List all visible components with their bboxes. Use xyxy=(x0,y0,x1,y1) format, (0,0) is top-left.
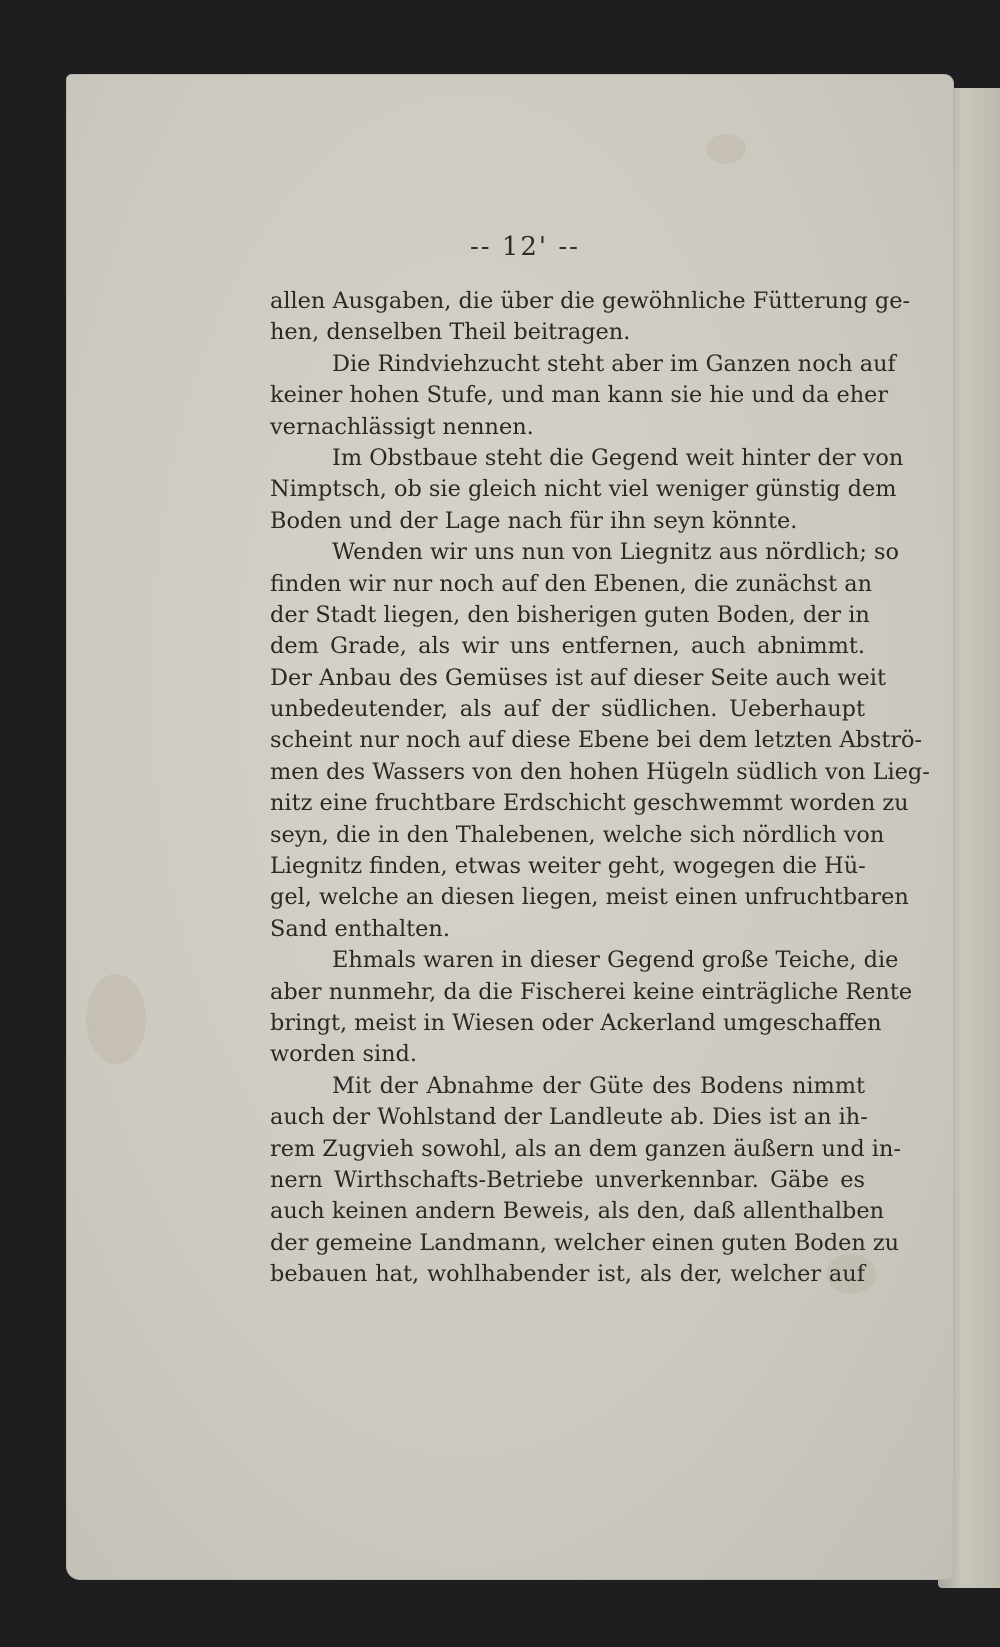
text-line: dem Grade, als wir uns entfernen, auch abnimmt. xyxy=(270,633,865,660)
text-line: der Stadt liegen, den bisherigen guten Boden, der in xyxy=(270,601,870,628)
text-line: auch keinen andern Beweis, als den, daß allenthalben xyxy=(270,1198,885,1225)
text-line: worden sind. xyxy=(270,1041,417,1068)
text-line: Im Obstbaue steht die Gegend weit hinter der von xyxy=(332,444,904,471)
text-line: gel, welche an diesen liegen, meist einen unfruchtbaren xyxy=(270,884,909,911)
text-line: unbedeutender, als auf der südlichen. Ueberhaupt xyxy=(270,696,865,723)
text-line: Liegnitz finden, etwas weiter geht, wogegen die Hü- xyxy=(270,853,866,880)
text-line: scheint nur noch auf diese Ebene bei dem letzten Abströ- xyxy=(270,727,923,754)
text-line: Mit der Abnahme der Güte des Bodens nimmt xyxy=(332,1072,865,1099)
text-line: seyn, die in den Thalebenen, welche sich nördlich von xyxy=(270,821,885,848)
text-line: aber nunmehr, da die Fischerei keine einträgliche Rente xyxy=(270,978,913,1005)
text-line: Boden und der Lage nach für ihn seyn könnte. xyxy=(270,507,798,534)
text-line: bebauen hat, wohlhabender ist, als der, welcher auf xyxy=(270,1261,865,1288)
text-line: auch der Wohlstand der Landleute ab. Dies ist an ih- xyxy=(270,1104,868,1131)
text-line: hen, denselben Theil beitragen. xyxy=(270,319,631,346)
text-line: Wenden wir uns nun von Liegnitz aus nördlich; so xyxy=(332,539,899,566)
text-line: finden wir nur noch auf den Ebenen, die zunächst an xyxy=(270,570,872,597)
text-line: der gemeine Landmann, welcher einen guten Boden zu xyxy=(270,1229,900,1256)
text-line: keiner hohen Stufe, und man kann sie hie und da eher xyxy=(270,382,889,409)
text-line: allen Ausgaben, die über die gewöhnliche Fütterung ge- xyxy=(270,288,911,314)
text-line: Die Rindviehzucht steht aber im Ganzen noch auf xyxy=(332,350,896,377)
body-text xyxy=(270,286,930,1291)
text-line: men des Wassers von den hohen Hügeln südlich von Lieg- xyxy=(270,758,930,785)
text-line: rem Zugvieh sowohl, als an dem ganzen äußern und in- xyxy=(270,1135,901,1162)
text-line: bringt, meist in Wiesen oder Ackerland umgeschaffen xyxy=(270,1009,882,1036)
text-line: nern Wirthschafts-Betriebe unverkennbar. Gäbe es xyxy=(270,1166,865,1193)
text-line: Ehmals waren in dieser Gegend große Teiche, die xyxy=(332,947,899,974)
text-line: Sand enthalten. xyxy=(270,915,450,942)
paper-stain xyxy=(86,974,146,1064)
text-line: Nimptsch, ob sie gleich nicht viel weniger günstig dem xyxy=(270,476,897,503)
text-line: Der Anbau des Gemüses ist auf dieser Seite auch weit xyxy=(270,664,886,691)
page-number: -- 12' -- xyxy=(470,232,580,262)
text-line: vernachlässigt nennen. xyxy=(270,413,534,440)
paper-stain xyxy=(706,134,746,164)
text-line: nitz eine fruchtbare Erdschicht geschwemmt worden zu xyxy=(270,790,909,817)
